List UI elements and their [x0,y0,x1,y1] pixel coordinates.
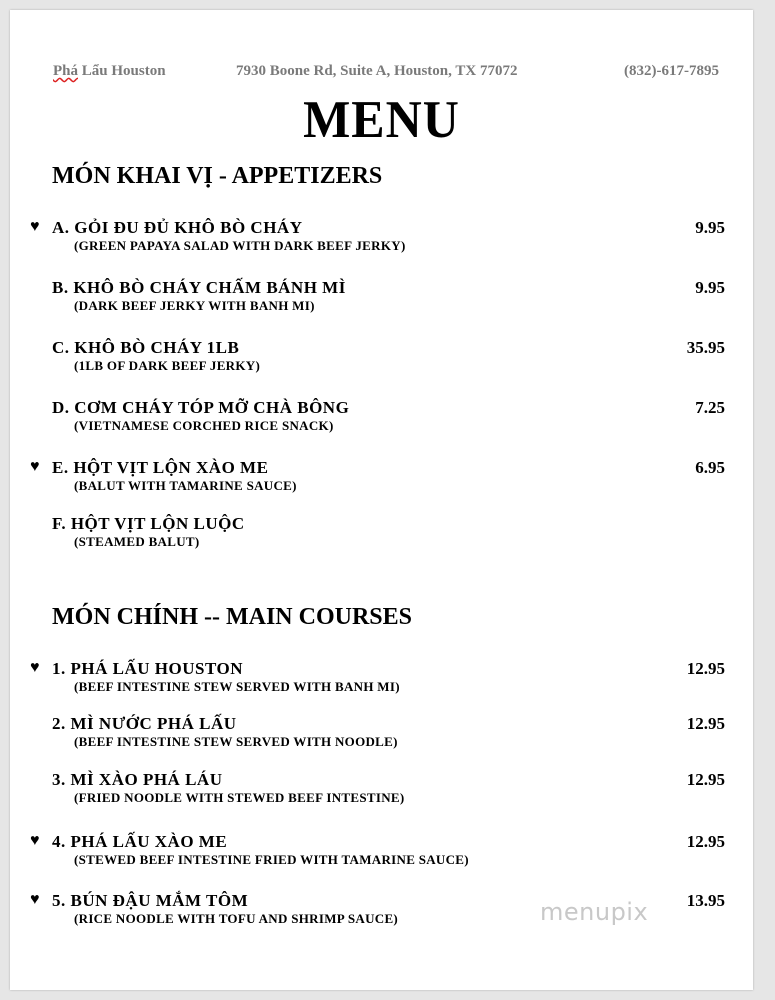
item-price: 13.95 [686,891,725,910]
item-price: 6.95 [695,458,725,477]
item-description: (BEEF INTESTINE STEW SERVED WITH BANH MI) [74,679,400,694]
main-courses-heading: MÓN CHÍNH -- MAIN COURSES [52,604,412,630]
menu-item [10,338,753,386]
item-name: 2. MÌ NƯỚC PHÁ LẤU [52,714,237,733]
item-description: (BEEF INTESTINE STEW SERVED WITH NOODLE) [74,734,398,749]
item-name: 5. BÚN ĐẬU MẮM TÔM [52,891,249,910]
heart-icon: ♥ [30,891,40,908]
item-name: 4. PHÁ LẤU XÀO ME [52,832,228,851]
item-price: 7.25 [695,398,725,417]
item-name: F. HỘT VỊT LỘN LUỘC [52,514,245,533]
restaurant-address: 7930 Boone Rd, Suite A, Houston, TX 77072 [236,63,518,79]
item-description: (DARK BEEF JERKY WITH BANH MI) [74,298,315,313]
item-price: 9.95 [695,218,725,237]
menu-item [10,218,753,266]
item-description: (FRIED NOODLE WITH STEWED BEEF INTESTINE) [74,790,405,805]
heart-icon: ♥ [30,832,40,849]
watermark: menupix [540,898,649,926]
item-description: (VIETNAMESE CORCHED RICE SNACK) [74,418,334,433]
item-name: A. GỎI ĐU ĐỦ KHÔ BÒ CHÁY [52,218,303,237]
menu-item [10,714,753,762]
heart-icon: ♥ [30,458,40,475]
item-description: (1LB OF DARK BEEF JERKY) [74,358,261,373]
appetizers-heading: MÓN KHAI VỊ - APPETIZERS [52,163,383,189]
menu-item [10,770,753,818]
item-name: D. CƠM CHÁY TÓP MỠ CHÀ BÔNG [52,398,350,417]
item-description: (BALUT WITH TAMARINE SAUCE) [74,478,297,493]
menu-item [10,514,753,562]
item-name: C. KHÔ BÒ CHÁY 1LB [52,338,240,357]
restaurant-name-accent: Phá [53,63,79,79]
item-price: 12.95 [686,714,725,733]
item-description: (STEAMED BALUT) [74,534,200,549]
item-description: (RICE NOODLE WITH TOFU AND SHRIMP SAUCE) [74,911,399,926]
restaurant-phone: (832)-617-7895 [624,63,719,79]
heart-icon: ♥ [30,218,40,235]
menu-item [10,278,753,326]
heart-icon: ♥ [30,659,40,676]
menu-item [10,398,753,446]
item-name: 1. PHÁ LẤU HOUSTON [52,659,243,678]
item-price: 35.95 [686,338,725,357]
item-price: 12.95 [686,832,725,851]
item-price: 12.95 [686,770,725,789]
item-name: B. KHÔ BÒ CHÁY CHẤM BÁNH MÌ [52,278,346,297]
menu-item [10,659,753,707]
menu-item [10,832,753,880]
menu-page [10,10,753,990]
item-description: (STEWED BEEF INTESTINE FRIED WITH TAMARINE SAUCE) [74,852,469,867]
restaurant-name [53,63,166,80]
item-name: 3. MÌ XÀO PHÁ LÁU [52,770,223,789]
item-name: E. HỘT VỊT LỘN XÀO ME [52,458,269,477]
menu-item [10,458,753,506]
restaurant-name-rest: Lẩu Houston [78,63,166,79]
item-description: (GREEN PAPAYA SALAD WITH DARK BEEF JERKY) [74,238,406,253]
item-price: 9.95 [695,278,725,297]
item-price: 12.95 [686,659,725,678]
menu-title: MENU [303,89,460,149]
